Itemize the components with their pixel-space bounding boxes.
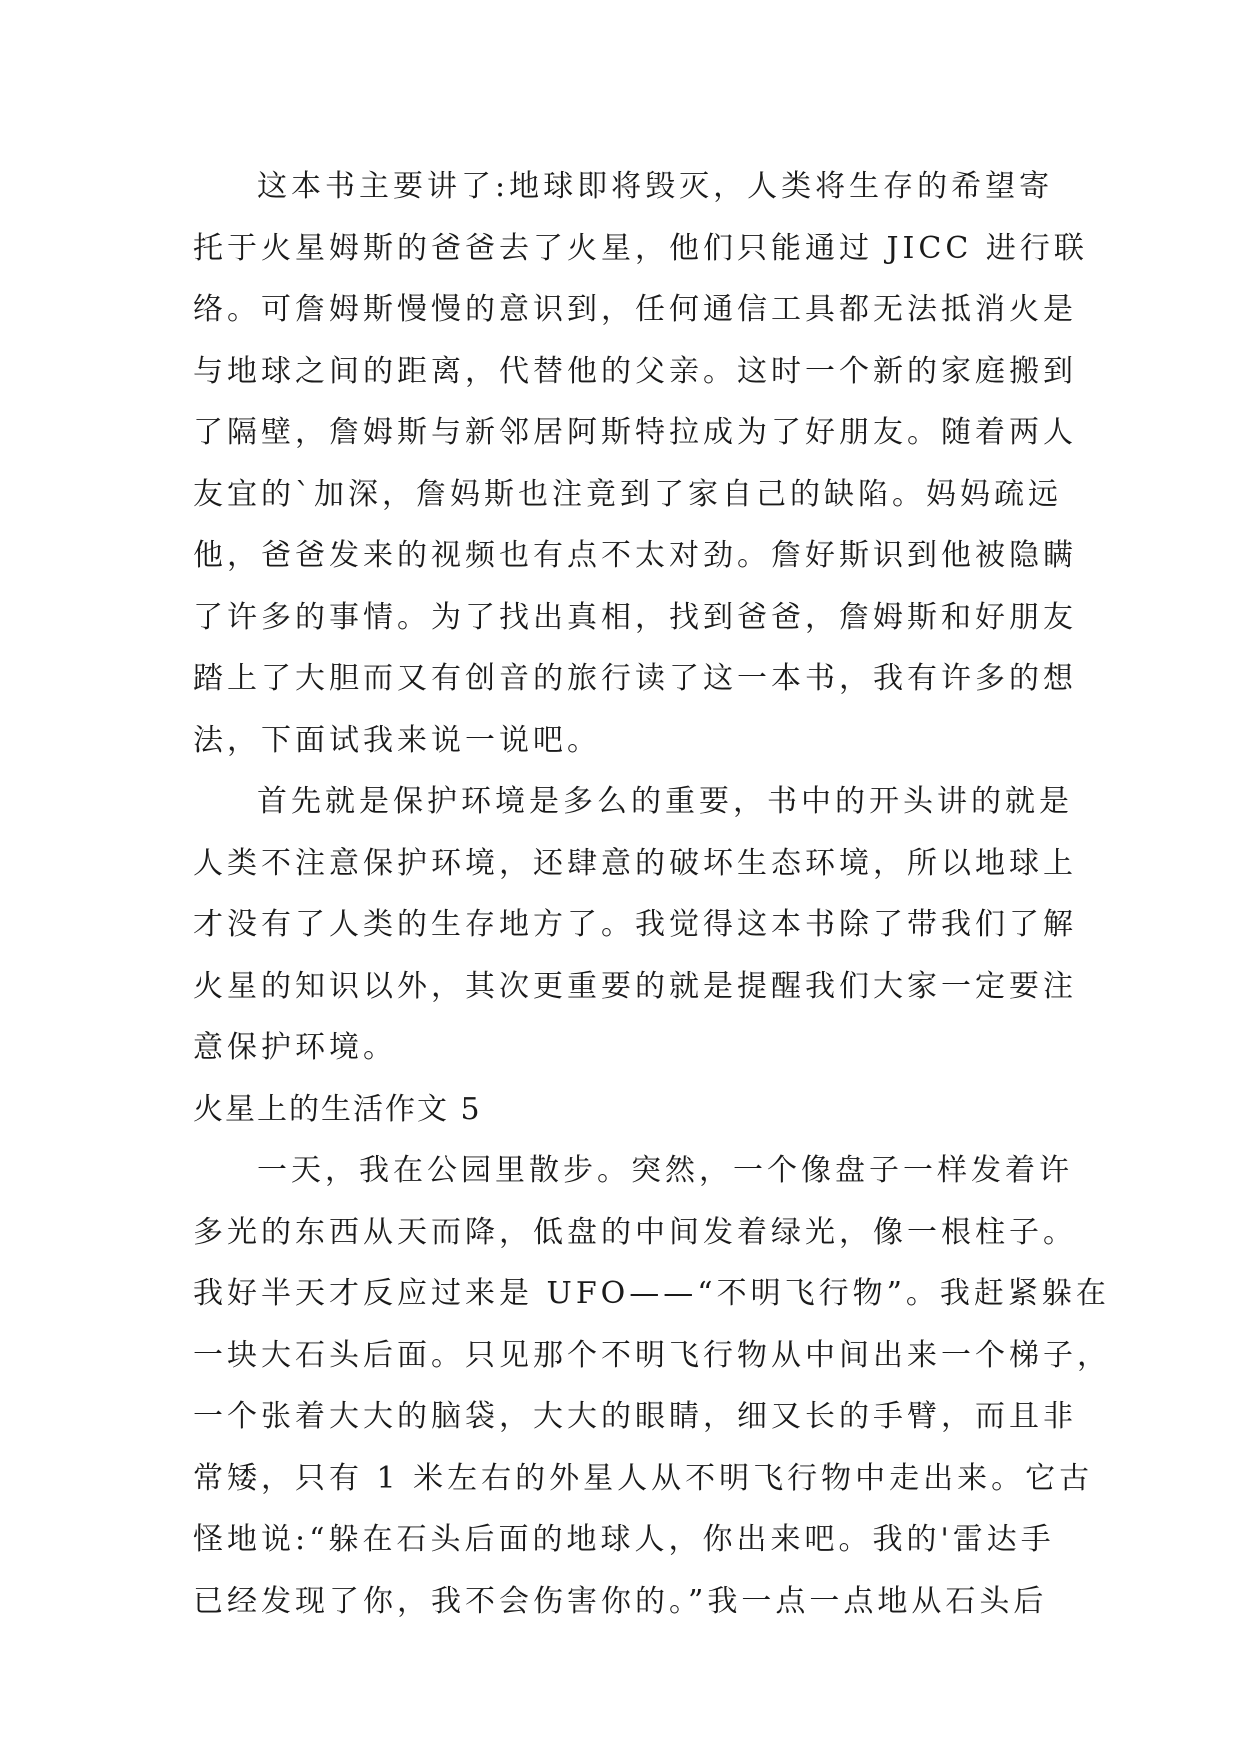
text-line: 了隔壁，詹姆斯与新邻居阿斯特拉成为了好朋友。随着两人 [193, 415, 1077, 450]
text-line: 常矮，只有 1 米左右的外星人从不明飞行物中走出来。它古 [193, 1460, 1094, 1496]
text-line: 人类不注意保护环境，还肆意的破坏生态环境，所以地球上 [193, 845, 1077, 881]
text-line: 踏上了大胆而又有创音的旅行读了这一本书，我有许多的想 [193, 661, 1077, 696]
text-line: 才没有了人类的生存地方了。我觉得这本书除了带我们了解 [193, 907, 1077, 942]
text-line: 一天，我在公园里散步。突然，一个像盘子一样发着许 [257, 1153, 1073, 1188]
text-line: 一个张着大大的脑袋，大大的眼睛，细又长的手臂，而且非 [193, 1399, 1077, 1434]
text-line: 已经发现了你，我不会伤害你的。”我一点一点地从石头后 [193, 1583, 1048, 1619]
text-line: 火星的知识以外，其次更重要的就是提醒我们大家一定要注 [193, 968, 1077, 1004]
text-line: 了许多的事情。为了找出真相，找到爸爸，詹姆斯和好朋友 [193, 599, 1077, 635]
text-line: 首先就是保护环境是多么的重要，书中的开头讲的就是 [257, 784, 1073, 819]
text-line: 这本书主要讲了:地球即将毁灭，人类将生存的希望寄 [257, 169, 1054, 204]
text-line: 托于火星姆斯的爸爸去了火星，他们只能通过 JICC 进行联 [193, 230, 1088, 266]
document-body [193, 156, 1111, 1632]
text-line: 法，下面试我来说一说吧。 [193, 722, 601, 758]
text-line: 我好半天才反应过来是 UFO——“不明飞行物”。我赶紧躲在 [193, 1276, 1110, 1311]
text-line: 意保护环境。 [193, 1030, 397, 1065]
text-line: 与地球之间的距离，代替他的父亲。这时一个新的家庭搬到 [193, 353, 1077, 389]
text-line: 他，爸爸发来的视频也有点不太对劲。詹好斯识到他被隐瞒 [193, 538, 1077, 573]
text-line: 一块大石头后面。只见那个不明飞行物从中间出来一个梯子， [193, 1337, 1111, 1373]
text-line: 络。可詹姆斯慢慢的意识到，任何通信工具都无法抵消火是 [193, 292, 1077, 327]
text-line: 友宜的`加深，詹妈斯也注竟到了家自己的缺陷。妈妈疏远 [193, 476, 1062, 512]
section-heading: 火星上的生活作文 5 [193, 1091, 482, 1127]
text-line: 多光的东西从天而降，低盘的中间发着绿光，像一根柱子。 [193, 1214, 1077, 1250]
text-line: 怪地说:“躲在石头后面的地球人，你出来吧。我的'雷达手 [193, 1522, 1055, 1557]
